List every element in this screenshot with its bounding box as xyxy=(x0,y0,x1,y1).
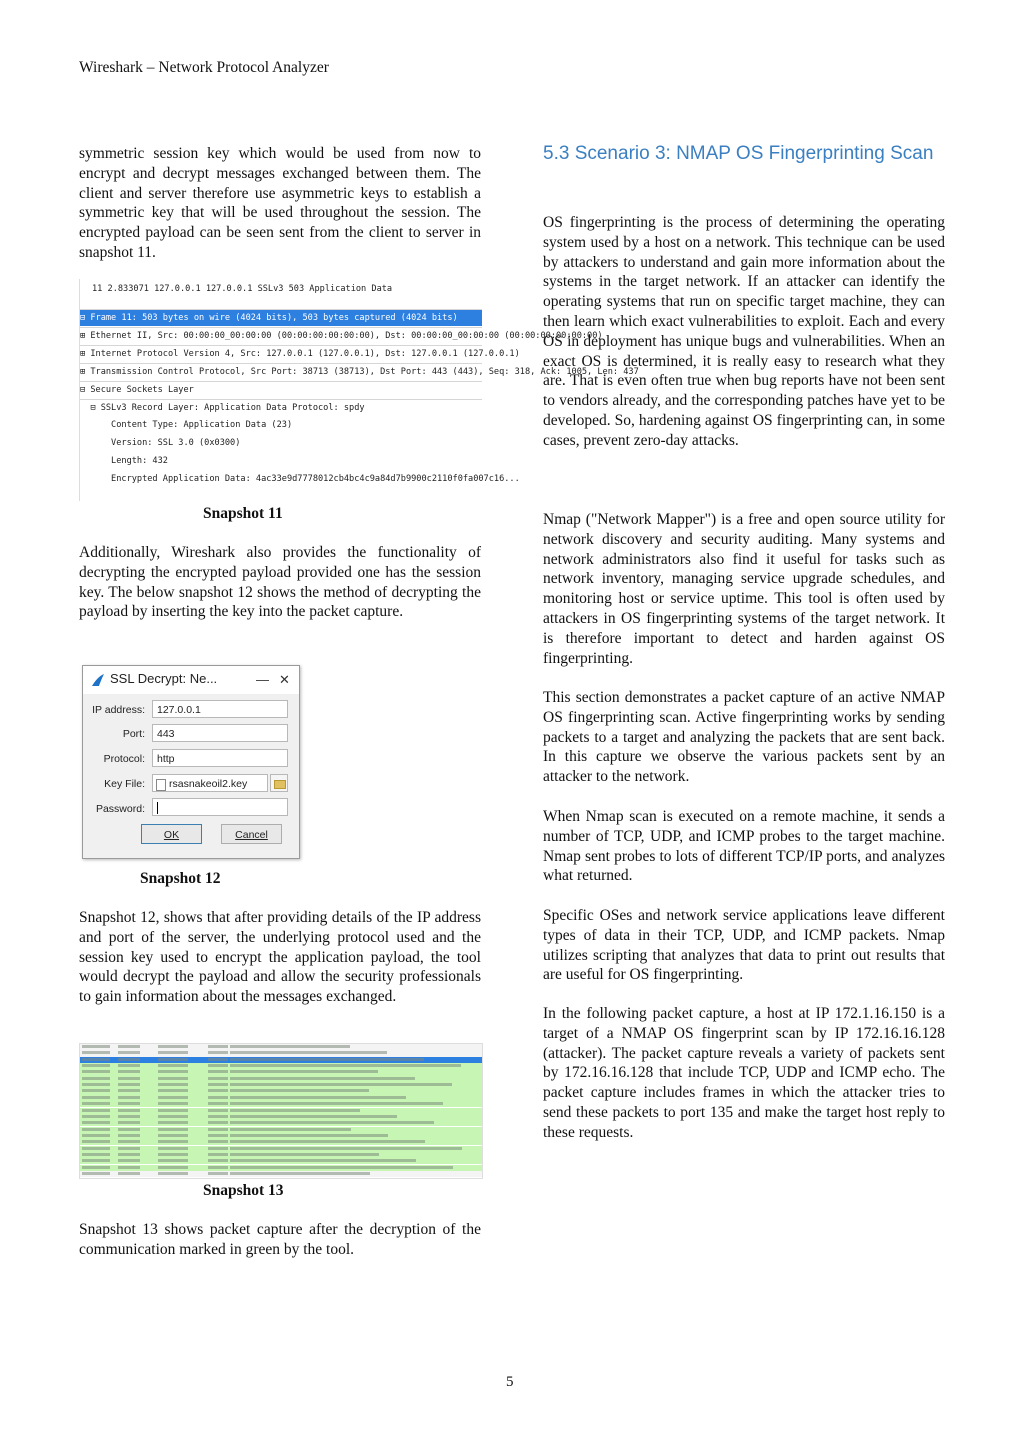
packet-row[interactable] xyxy=(80,1120,482,1126)
browse-folder-button[interactable] xyxy=(270,774,288,792)
packet-row[interactable] xyxy=(80,1088,482,1094)
page-number: 5 xyxy=(506,1374,514,1390)
packet-row[interactable] xyxy=(80,1158,482,1164)
left-paragraph-4: Snapshot 13 shows packet capture after the decryption of the communication marked in green by the tool. xyxy=(79,1221,481,1258)
packet-row[interactable] xyxy=(80,1050,482,1056)
packet-row[interactable] xyxy=(80,1133,482,1139)
packet-row[interactable] xyxy=(80,1063,482,1069)
right-paragraph-4: When Nmap scan is executed on a remote machine, it sends a number of TCP, UDP, and ICMP probes to the target machine. Nmap sent probes to lots of different TCP/IP ports, and analyzes what returned. xyxy=(543,808,945,885)
right-paragraph-3: This section demonstrates a packet capture of an active NMAP OS fingerprinting scan. Active fingerprinting works by sending packets to a target and analyzing the packets that are sent back. In this capture we observe the various packets sent by an attacker to the network. xyxy=(543,689,945,786)
password-input[interactable] xyxy=(152,798,288,816)
packet-row[interactable] xyxy=(80,1152,482,1158)
section-heading: 5.3 Scenario 3: NMAP OS Fingerprinting Scan xyxy=(543,143,934,164)
packet-row[interactable] xyxy=(80,1127,482,1133)
snapshot-13-packet-list xyxy=(79,1043,483,1179)
packet-row[interactable] xyxy=(80,1044,482,1050)
left-paragraph-2: Additionally, Wireshark also provides the functionality of decrypting the encrypted payload provided one has the session key. The below snapshot 12 shows the method of decrypting the payload by inserting the key into the packet capture. xyxy=(79,544,481,621)
key-file-value: rsasnakeoil2.key xyxy=(169,778,248,790)
tree-row-tcp[interactable]: ⊞ Transmission Control Protocol, Src Port: 38713 (38713), Dst Port: 443 (443), Seq: 318, Ack: 1005, Len: 437 xyxy=(80,363,482,380)
snapshot-11-packet-detail xyxy=(79,279,639,501)
ssl-decrypt-dialog xyxy=(82,665,300,859)
protocol-label: Protocol: xyxy=(103,753,145,765)
snapshot-11-caption: Snapshot 11 xyxy=(203,505,283,522)
packet-row[interactable] xyxy=(80,1069,482,1075)
tree-row-ethernet[interactable]: ⊞ Ethernet II, Src: 00:00:00_00:00:00 (00:00:00:00:00:00), Dst: 00:00:00_00:00:00 (00:00:00:00:00:00) xyxy=(80,327,482,344)
port-label: Port: xyxy=(122,728,145,740)
packet-list-row[interactable]: 11 2.833071 127.0.0.1 127.0.0.1 SSLv3 503 Application Data xyxy=(92,284,393,294)
snapshot-12-caption: Snapshot 12 xyxy=(140,870,221,887)
tree-row-version: Version: SSL 3.0 (0x0300) xyxy=(80,438,241,448)
ip-address-label: IP address: xyxy=(92,704,145,716)
packet-row[interactable] xyxy=(80,1057,482,1063)
ok-button[interactable]: OK xyxy=(141,824,202,844)
packet-row[interactable] xyxy=(80,1146,482,1152)
packet-row[interactable] xyxy=(80,1114,482,1120)
right-paragraph-2: Nmap ("Network Mapper") is a free and open source utility for network discovery and security auditing. Many systems and network administrators also find it useful for tasks such as network inventory, managing service upgrade schedules, and monitoring host or service uptime. This tool is often used by attackers in OS fingerprinting systems of the target network. It is therefore important to detect and harden against OS fingerprinting. xyxy=(543,511,945,667)
packet-row[interactable] xyxy=(80,1165,482,1171)
packet-row[interactable] xyxy=(80,1139,482,1145)
password-label: Password: xyxy=(95,803,145,815)
folder-icon xyxy=(274,780,286,789)
packet-row[interactable] xyxy=(80,1101,482,1107)
key-file-input[interactable] xyxy=(152,774,268,792)
tree-row-frame[interactable]: ⊟ Frame 11: 503 bytes on wire (4024 bits), 503 bytes captured (4024 bits) xyxy=(80,309,482,326)
port-input[interactable]: 443 xyxy=(152,724,288,742)
ip-address-input[interactable]: 127.0.0.1 xyxy=(152,700,288,718)
left-paragraph-1: symmetric session key which would be used from now to encrypt and decrypt messages exchanged between them. The client and server therefore use asymmetric keys to establish a symmetric key that will be used throughout the session. The encrypted payload can be seen sent from the client to server in snapshot 11. xyxy=(79,145,481,261)
right-paragraph-6: In the following packet capture, a host at IP 172.1.16.150 is a target of a NMAP OS fingerprint scan by IP 172.16.16.128 (attacker). The packet capture reveals a variety of packets sent by 172.16.16.128 that include TCP, UDP and ICMP echo. The packet capture includes frames in which the attacker tries to send these packets to port 135 and make the target host reply to these requests. xyxy=(543,1005,945,1141)
minimize-icon[interactable]: — xyxy=(256,672,269,687)
packet-row[interactable] xyxy=(80,1076,482,1082)
packet-row[interactable] xyxy=(80,1108,482,1114)
dialog-title: SSL Decrypt: Ne... xyxy=(110,671,218,686)
key-file-label: Key File: xyxy=(104,778,145,790)
running-header: Wireshark – Network Protocol Analyzer xyxy=(79,59,329,76)
wireshark-fin-icon xyxy=(91,673,105,687)
tree-row-content-type: Content Type: Application Data (23) xyxy=(80,420,293,430)
tree-row-encrypted-data: Encrypted Application Data: 4ac33e9d7778012cb4bc4c9a84d7b9900c2110f0fa007c16... xyxy=(80,474,520,484)
packet-row[interactable] xyxy=(80,1171,482,1177)
file-icon xyxy=(156,779,166,791)
close-icon[interactable]: ✕ xyxy=(279,672,290,687)
right-paragraph-5: Specific OSes and network service applications leave different types of data in their TCP, UDP, and ICMP packets. Nmap utilizes scripting that analyzes that data to print out results that are useful for OS fingerprinting. xyxy=(543,907,945,984)
tree-row-ssl[interactable]: ⊟ Secure Sockets Layer xyxy=(80,381,482,398)
tree-row-ip[interactable]: ⊞ Internet Protocol Version 4, Src: 127.0.0.1 (127.0.0.1), Dst: 127.0.0.1 (127.0.0.1) xyxy=(80,345,482,362)
tree-row-length: Length: 432 xyxy=(80,456,168,466)
dialog-titlebar[interactable] xyxy=(83,666,299,694)
packet-row[interactable] xyxy=(80,1082,482,1088)
packet-row[interactable] xyxy=(80,1095,482,1101)
cancel-button[interactable]: Cancel xyxy=(221,824,282,844)
tree-row-ssl-record[interactable]: ⊟ SSLv3 Record Layer: Application Data Protocol: spdy xyxy=(80,399,482,416)
right-paragraph-1: OS fingerprinting is the process of determining the operating system used by a host on a network. This technique can be used by attackers to understand and gain more information about the systems in the target network. If an attacker can identify the operating systems that run on specific target machine, they can then learn which exact vulnerabilities to exploit. Each and every OS in deployment has unique bugs and vulnerabilities. When an exact OS is determined, it is really easy to research what they are. That is even often true when bug reports have not been sent to vendors already, and the corresponding patches have yet to be developed. So, hardening against OS fingerprinting can, in some cases, prevent zero-day attacks. xyxy=(543,214,945,449)
snapshot-13-caption: Snapshot 13 xyxy=(203,1182,284,1199)
protocol-input[interactable]: http xyxy=(152,749,288,767)
left-paragraph-3: Snapshot 12, shows that after providing details of the IP address and port of the server, the underlying protocol used and the session key used to encrypt the application payload, the tool would decrypt the payload and allow the security professionals to gain information about the messages exchanged. xyxy=(79,909,481,1006)
